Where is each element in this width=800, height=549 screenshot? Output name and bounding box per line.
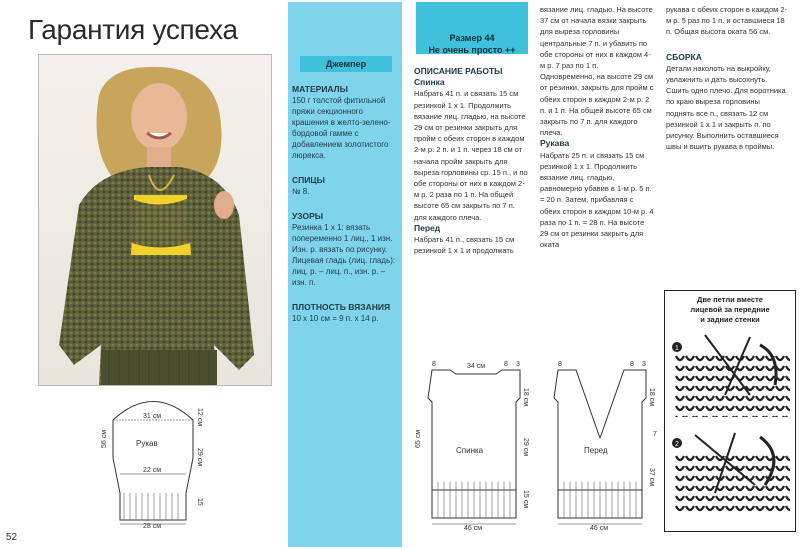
description-heading: ОПИСАНИЕ РАБОТЫ <box>414 66 503 76</box>
difficulty-line: Не очень просто ++ <box>428 45 516 55</box>
sleeve-h3: 15 <box>196 498 203 506</box>
step2-label: 2 <box>675 441 679 448</box>
sleeve-text: Набрать 25 п. и связать 15 см резинкой 1 х 1. Продолжить вязание лиц. гладью, равномерно убавив в 1-м р. 5 п. = 20 п. Затем, прибавляя с обеих сторон в каждом 10-м р. 4 раза по 1 п. = 28 п. На высоте 29 см от резинки закрыть для оката <box>540 150 654 250</box>
back-shoulder: 18 см <box>522 388 529 407</box>
technique-line2: лицевой за передние <box>690 305 770 314</box>
technique-box <box>664 290 796 532</box>
materials-text: 150 г толстой фитильной пряжи секционного крашения в желто-зелено-бордовой гамме с добавлением золотистого люрекса. <box>292 96 391 160</box>
model-photo <box>38 54 272 386</box>
density-text: 10 х 10 см = 9 п. х 14 р. <box>292 314 379 323</box>
back-top1: 8 <box>432 361 436 368</box>
front-top2: 8 <box>630 361 634 368</box>
sleeve-total: 56 см <box>101 429 108 448</box>
materials-panel <box>288 2 402 547</box>
sleeve-label: Рукав <box>136 439 158 448</box>
back-diagram <box>412 358 542 530</box>
size-line: Размер 44 <box>449 33 495 43</box>
front-bottom: 46 см <box>590 525 609 530</box>
step1-label: 1 <box>675 345 679 352</box>
back-h3: 15 см <box>522 490 529 509</box>
page-number: 52 <box>6 532 18 543</box>
front-top3: 3 <box>642 361 646 368</box>
technique-line1: Две петли вместе <box>697 295 763 304</box>
assembly-heading: СБОРКА <box>666 51 702 62</box>
sleeve-heading: Рукава <box>540 138 570 149</box>
needles-text: № 8. <box>292 187 310 196</box>
back-text: Набрать 41 п. и связать 15 см резинкой 1 х 1. Продолжить вязание лиц. гладью, на высоте 29 см от резинки закрыть для пройм с обеих сторон в каждом 2-м р. 2 п. и 1 п. через 18 см от начала пройм закрыть для выреза горловины ср. 15 п., и по обе стороны от них в каждом 2-м р. 2 раза по 1 п. На общей высоте 65 см закрыть по 7 п. для каждого плеча. <box>414 89 528 222</box>
technique-line3: и задние стенки <box>700 315 760 324</box>
materials-heading: МАТЕРИАЛЫ <box>292 84 348 94</box>
sleeve-h2: 29 см <box>196 448 203 467</box>
assembly-text: Детали наколоть на выкройку, увлажнить и дать высохнуть. Сшить одно плечо. Для воротника по краю выреза горловины поднять все п., связать 12 см резинкой 1 х 1 и закрыть п. по рисунку. Выполнить оставшиеся швы и вшить рукава в проймы. <box>666 63 786 152</box>
patterns-text2: Лицевая гладь (лиц. гладь): лиц. р. – лиц. п., изн. р. – изн. п. <box>292 256 396 287</box>
model-illustration <box>39 55 271 385</box>
patterns-heading: УЗОРЫ <box>292 211 324 221</box>
front-diagram <box>538 358 668 530</box>
front-label: Перед <box>584 446 608 455</box>
col3-text: рукава с обеих сторон в каждом 2-м р. 5 раз по 1 п. и оставшиеся 18 п. Общая высота оката 56 см. <box>666 5 788 37</box>
front-text: Набрать 41 п., связать 15 см резинкой 1 х 1 и продолжать <box>414 235 515 256</box>
technique-illustration <box>665 325 795 525</box>
front-h3: 37 см <box>648 468 655 487</box>
technique-heading <box>665 291 795 325</box>
col2-text: вязание лиц. гладью. На высоте 37 см от начала вязки закрыть для выреза горловины центральные 7 п. и убавить по обе стороны от них в каждом 4-м р. 7 раз по 1 п. Одновременно, на высоте 29 см от резинки, закрыть для пройм с обеих сторон в каждом 2-м р. 2 п. и 1 п. На общей высоте 65 см закрыть по 7 п. для каждого плеча. <box>540 5 654 138</box>
back-top2: 34 см <box>467 363 486 370</box>
back-top3: 8 <box>504 361 508 368</box>
sleeve-top-dim: 31 см <box>143 413 162 420</box>
front-top1: 8 <box>558 361 562 368</box>
instructions-col2 <box>540 4 654 250</box>
size-badge <box>416 2 528 54</box>
instructions-col3 <box>666 4 788 152</box>
back-label: Спинка <box>456 446 484 455</box>
back-h2: 29 см <box>522 438 529 457</box>
page-title: Гарантия успеха <box>28 14 238 45</box>
instructions-col1 <box>414 66 528 256</box>
sleeve-diagram <box>88 388 218 528</box>
needles-heading: СПИЦЫ <box>292 175 325 185</box>
back-bottom: 46 см <box>464 525 483 530</box>
back-heading: Спинка <box>414 77 445 88</box>
back-top4: 3 <box>516 361 520 368</box>
front-h1: 18 см <box>648 388 655 407</box>
product-name: Джемпер <box>300 56 392 72</box>
density-heading: ПЛОТНОСТЬ ВЯЗАНИЯ <box>292 302 391 312</box>
front-side: 7 <box>653 431 657 438</box>
patterns-text1: Резинка 1 х 1: вязать попеременно 1 лиц., 1 изн. Изн. р. вязать по рисунку. <box>292 223 393 254</box>
sleeve-mid-dim: 22 см <box>143 467 162 474</box>
sleeve-bottom-dim: 28 см <box>143 523 162 528</box>
sleeve-h1: 12 см <box>196 408 203 427</box>
back-total: 65 см <box>415 429 422 448</box>
front-heading: Перед <box>414 222 441 233</box>
